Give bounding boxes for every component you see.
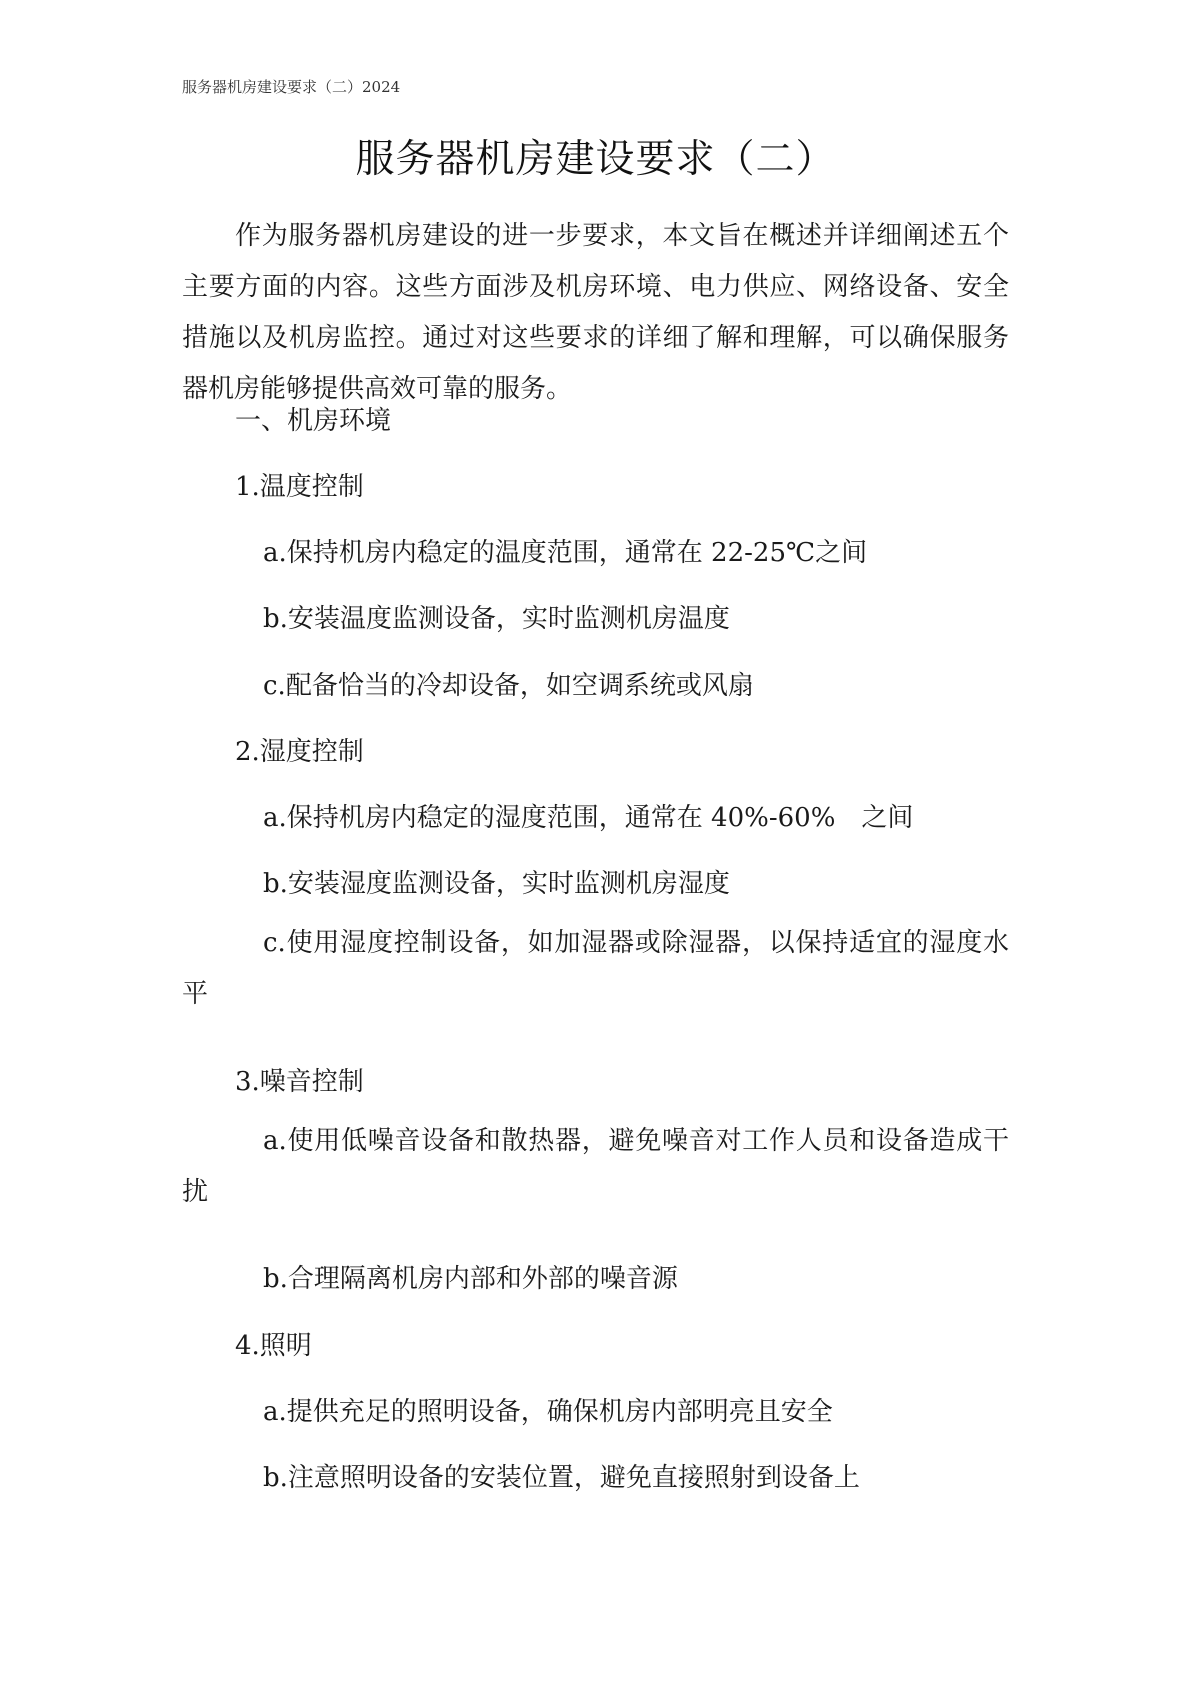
intro-paragraph: 作为服务器机房建设的进一步要求，本文旨在概述并详细阐述五个主要方面的内容。这些方面涉及机房环境、电力供应、网络设备、安全措施以及机房监控。通过对这些要求的详细了解和理解，可以确保服务器机房能够提供高效可靠的服务。: [182, 221, 1009, 404]
lighting-item-a: a.提供充足的照明设备，确保机房内部明亮且安全: [263, 1397, 833, 1427]
temperature-item-a: a.保持机房内稳定的温度范围，通常在 22-25℃之间: [263, 538, 868, 568]
humidity-item-c: c.使用湿度控制设备，如加湿器或除湿器，以保持适宜的湿度水平: [182, 928, 1009, 1009]
noise-item-a: a.使用低噪音设备和散热器，避免噪音对工作人员和设备造成干扰: [182, 1126, 1009, 1207]
humidity-item-a: a.保持机房内稳定的湿度范围，通常在 40%-60% 之间: [263, 803, 914, 833]
subsection-heading-temperature: 1.温度控制: [235, 472, 364, 502]
section-heading-environment: 一、机房环境: [235, 406, 392, 436]
document-title: 服务器机房建设要求（二）: [355, 137, 836, 182]
subsection-heading-lighting: 4.照明: [235, 1331, 312, 1361]
running-header: 服务器机房建设要求（二）2024: [182, 78, 401, 96]
humidity-item-b: b.安装湿度监测设备，实时监测机房湿度: [263, 869, 730, 899]
subsection-heading-humidity: 2.湿度控制: [235, 737, 364, 767]
noise-item-b: b.合理隔离机房内部和外部的噪音源: [263, 1264, 678, 1294]
temperature-item-c: c.配备恰当的冷却设备，如空调系统或风扇: [263, 671, 754, 701]
temperature-item-b: b.安装温度监测设备，实时监测机房温度: [263, 604, 730, 634]
lighting-item-b: b.注意照明设备的安装位置，避免直接照射到设备上: [263, 1463, 860, 1493]
subsection-heading-noise: 3.噪音控制: [235, 1067, 364, 1097]
